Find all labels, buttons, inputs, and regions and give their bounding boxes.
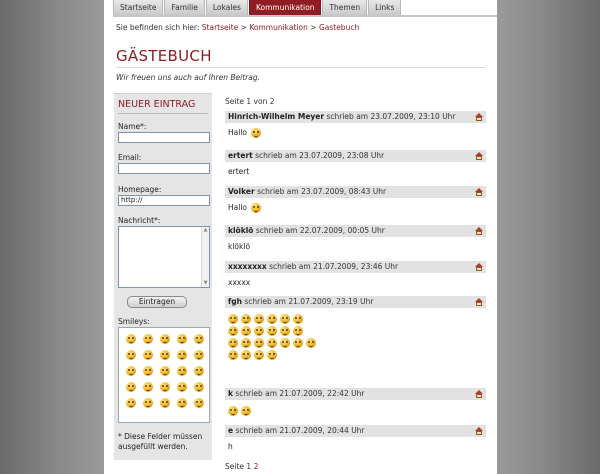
new-entry-form	[114, 93, 212, 460]
smiley-icon[interactable]	[194, 398, 204, 408]
smiley-row	[228, 406, 483, 416]
smiley-icon	[267, 338, 277, 348]
main-nav	[113, 0, 402, 16]
page-title: GÄSTEBUCH	[116, 47, 212, 65]
smiley-row	[228, 314, 483, 324]
smiley-icon[interactable]	[126, 334, 136, 344]
smiley-row	[228, 338, 483, 348]
entry-body	[225, 123, 486, 145]
smiley-icon[interactable]	[143, 350, 153, 360]
pager-label: Seite	[225, 462, 245, 471]
smiley-icon[interactable]	[160, 366, 170, 376]
entry-meta: schrieb am 23.07.2009, 08:43 Uhr	[257, 187, 387, 196]
tab-startseite[interactable]: Startseite	[113, 0, 163, 16]
entry-author: k	[228, 389, 233, 398]
entry-body	[225, 237, 486, 259]
pager-bottom	[225, 462, 258, 471]
entry-body	[225, 308, 486, 366]
smiley-row	[228, 350, 483, 360]
home-icon[interactable]	[475, 113, 483, 121]
smiley-icon[interactable]	[143, 334, 153, 344]
entry-text: Hallo	[228, 128, 247, 137]
entry-body	[225, 400, 486, 422]
entry-meta: schrieb am 21.07.2009, 22:42 Uhr	[235, 389, 365, 398]
guestbook-entry	[225, 186, 486, 220]
entry-author: Volker	[228, 187, 255, 196]
homepage-field[interactable]: http://	[118, 195, 210, 206]
entry-text: klöklö	[228, 242, 251, 251]
tab-themen[interactable]: Themen	[322, 0, 367, 16]
pager-page-1: 1	[246, 462, 252, 471]
guestbook-entry	[225, 388, 486, 422]
home-icon[interactable]	[475, 227, 483, 235]
entry-meta: schrieb am 21.07.2009, 23:46 Uhr	[269, 262, 399, 271]
smiley-icon[interactable]	[143, 398, 153, 408]
smiley-icon	[280, 314, 290, 324]
entry-author: xxxxxxxx	[228, 262, 267, 271]
smiley-icon[interactable]	[177, 334, 187, 344]
tab-familie[interactable]: Familie	[164, 0, 204, 16]
tab-lokales[interactable]: Lokales	[206, 0, 248, 16]
entry-meta: schrieb am 21.07.2009, 23:19 Uhr	[244, 297, 374, 306]
breadcrumb-prefix: Sie befinden sich hier:	[116, 23, 200, 32]
home-icon[interactable]	[475, 152, 483, 160]
tab-links[interactable]: Links	[368, 0, 401, 16]
smiley-icon	[228, 350, 238, 360]
entry-text: ertert	[228, 167, 250, 176]
form-title: NEUER EINTRAG	[118, 99, 196, 110]
breadcrumb-gaestebuch[interactable]: Gastebuch	[318, 23, 360, 32]
email-label: Email:	[118, 153, 142, 162]
smiley-icon[interactable]	[126, 382, 136, 392]
smiley-icon	[241, 314, 251, 324]
name-field[interactable]	[118, 132, 210, 143]
entry-meta: schrieb am 21.07.2009, 20:44 Uhr	[235, 426, 365, 435]
entry-text: Hallo	[228, 203, 247, 212]
breadcrumb-separator: >	[240, 23, 247, 32]
entry-body	[225, 273, 486, 295]
entry-header	[225, 150, 486, 162]
smiley-icon[interactable]	[126, 398, 136, 408]
smiley-icon	[228, 338, 238, 348]
smiley-icon	[241, 406, 251, 416]
entry-header	[225, 296, 486, 308]
entry-body	[225, 162, 486, 184]
message-label: Nachricht*:	[118, 216, 161, 225]
smiley-icon	[293, 326, 303, 336]
home-icon[interactable]	[475, 427, 483, 435]
smiley-icon	[254, 338, 264, 348]
smiley-icon	[280, 338, 290, 348]
home-icon[interactable]	[475, 298, 483, 306]
entry-meta: schrieb am 22.07.2009, 00:05 Uhr	[255, 226, 385, 235]
guestbook-entry	[225, 225, 486, 259]
name-label: Name*:	[118, 122, 147, 131]
smiley-icon	[241, 338, 251, 348]
submit-button[interactable]: Eintragen	[127, 296, 187, 308]
smiley-icon[interactable]	[126, 366, 136, 376]
pager-top: Seite 1 von 2	[225, 97, 275, 106]
home-icon[interactable]	[475, 188, 483, 196]
smiley-icon	[254, 326, 264, 336]
smiley-icon	[280, 326, 290, 336]
smiley-icon	[306, 338, 316, 348]
smiley-icon[interactable]	[143, 382, 153, 392]
smiley-icon	[254, 350, 264, 360]
smiley-icon	[254, 314, 264, 324]
smiley-row	[228, 326, 483, 336]
smiley-icon	[267, 314, 277, 324]
entry-author: klöklö	[228, 226, 254, 235]
textarea-scrollbar[interactable]	[201, 227, 209, 287]
nav-divider	[113, 15, 497, 17]
smiley-icon	[251, 128, 261, 138]
smiley-icon	[251, 203, 261, 213]
smiley-icon	[267, 350, 277, 360]
message-textarea[interactable]	[118, 226, 210, 288]
smiley-icon[interactable]	[194, 366, 204, 376]
smiley-icon	[293, 314, 303, 324]
entry-meta: schrieb am 23.07.2009, 23:10 Uhr	[326, 112, 456, 121]
page	[104, 0, 497, 474]
home-icon[interactable]	[475, 390, 483, 398]
smiley-icon[interactable]	[194, 334, 204, 344]
smiley-icon[interactable]	[160, 350, 170, 360]
smiley-icon[interactable]	[143, 366, 153, 376]
smiley-icon[interactable]	[177, 382, 187, 392]
smileys-label: Smileys:	[118, 317, 150, 326]
smiley-picker	[118, 327, 210, 423]
smiley-icon[interactable]	[160, 398, 170, 408]
guestbook-entry	[225, 150, 486, 184]
entry-header	[225, 186, 486, 198]
form-title-divider	[118, 113, 208, 114]
required-note: * Diese Felder müssen ausgefüllt werden.	[118, 432, 203, 451]
entry-author: Hinrich-Wilhelm Meyer	[228, 112, 325, 121]
entry-header	[225, 225, 486, 237]
pager-page-2[interactable]: 2	[253, 462, 259, 471]
guestbook-entry	[225, 111, 486, 145]
smiley-icon	[228, 406, 238, 416]
smiley-icon[interactable]	[177, 366, 187, 376]
smiley-grid	[126, 334, 209, 412]
page-intro: Wir freuen uns auch auf Ihren Beitrag.	[116, 73, 261, 82]
smiley-icon	[267, 326, 277, 336]
smiley-icon[interactable]	[160, 382, 170, 392]
smiley-icon[interactable]	[126, 350, 136, 360]
scroll-down-icon[interactable]: ▼	[203, 280, 208, 286]
breadcrumb-kommunikation[interactable]: Kommunikation	[249, 23, 308, 32]
smiley-icon[interactable]	[177, 398, 187, 408]
breadcrumb-startseite[interactable]: Startseite	[201, 23, 239, 32]
guestbook-entry	[225, 261, 486, 295]
entry-author: fgh	[228, 297, 242, 306]
smiley-icon	[228, 314, 238, 324]
guestbook-entry	[225, 425, 486, 459]
entry-body	[225, 198, 486, 220]
homepage-label: Homepage:	[118, 185, 162, 194]
entry-header	[225, 111, 486, 123]
smiley-icon[interactable]	[160, 334, 170, 344]
email-field[interactable]	[118, 163, 210, 174]
entry-text: h	[228, 442, 233, 451]
smiley-icon	[228, 326, 238, 336]
scroll-up-icon[interactable]: ▲	[203, 227, 208, 233]
title-divider	[116, 67, 485, 68]
breadcrumb	[116, 23, 359, 32]
smiley-icon[interactable]	[194, 350, 204, 360]
entry-header	[225, 261, 486, 273]
smiley-icon	[241, 350, 251, 360]
entry-meta: schrieb am 23.07.2009, 23:08 Uhr	[255, 151, 385, 160]
smiley-icon[interactable]	[177, 350, 187, 360]
guestbook-entry	[225, 296, 486, 366]
entry-header	[225, 425, 486, 437]
entry-author: ertert	[228, 151, 253, 160]
home-icon[interactable]	[475, 263, 483, 271]
breadcrumb-separator: >	[310, 23, 317, 32]
entry-header	[225, 388, 486, 400]
smiley-icon[interactable]	[194, 382, 204, 392]
entry-text: xxxxx	[228, 278, 251, 287]
smiley-icon	[241, 326, 251, 336]
tab-kommunikation[interactable]: Kommunikation	[249, 0, 322, 16]
entry-body	[225, 437, 486, 459]
smiley-icon	[293, 338, 303, 348]
entry-author: e	[228, 426, 234, 435]
